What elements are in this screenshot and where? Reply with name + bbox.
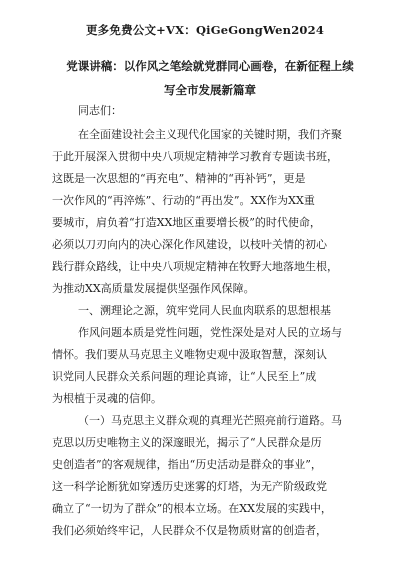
section-heading: 一、溯理论之源，筑牢党同人民血肉联系的思想根基 — [78, 304, 331, 317]
paragraph-line: 确立了“一切为了群众”的根本立场。在XX发展的实践中， — [52, 502, 332, 515]
paragraph-line: 要城市，肩负着“打造XX地区重要增长极”的时代使命， — [52, 216, 321, 229]
paragraph-line: 这既是一次思想的“再充电”、精神的“再补钙”，更是 — [52, 172, 306, 185]
paragraph-line: 为推动XX高质量发展提供坚强作风保障。 — [52, 282, 255, 295]
paragraph-line: 我们必须始终牢记，人民群众不仅是物质财富的创造者， — [52, 524, 327, 537]
paragraph-line: 克思以历史唯物主义的深邃眼光，揭示了“人民群众是历 — [52, 436, 322, 449]
paragraph-line: 践行群众路线，让中央八项规定精神在牧野大地落地生根， — [52, 260, 338, 273]
paragraph-line: 史创造者”的客观规律，指出“历史活动是群众的事业”， — [52, 458, 322, 471]
paragraph-line: 必须以刀刃向内的决心深化作风建设，以枝叶关情的初心 — [52, 238, 327, 251]
paragraph-line: 作风问题本质是党性问题，党性深处是对人民的立场与 — [78, 326, 342, 339]
salutation: 同志们： — [78, 104, 122, 117]
title-line-1: 党课讲稿：以作风之笔绘就党群同心画卷，在新征程上续 — [66, 59, 354, 73]
subsection-heading: （一）马克思主义群众观的真理光芒照亮前行道路。马 — [78, 414, 342, 427]
paragraph-line: 识党同人民群众关系问题的理论真谛，让“人民至上”成 — [52, 370, 317, 383]
paragraph-line: 在全面建设社会主义现代化国家的关键时期，我们齐聚 — [78, 128, 342, 141]
paragraph-line: 于此开展深入贯彻中央八项规定精神学习教育专题读书班， — [52, 150, 338, 163]
paragraph-line: 为根植于灵魂的信仰。 — [52, 392, 162, 405]
document-header: 更多免费公文+VX：QiGeGongWen2024 — [85, 23, 325, 37]
paragraph-line: 情怀。我们要从马克思主义唯物史观中汲取智慧，深刻认 — [52, 348, 327, 361]
paragraph-line: 一次作风的“再淬炼”、行动的“再出发”。XX作为XX重 — [52, 194, 315, 207]
title-line-2: 写全市发展新篇章 — [164, 83, 256, 97]
paragraph-line: 这一科学论断犹如穿透历史迷雾的灯塔，为无产阶级政党 — [52, 480, 327, 493]
